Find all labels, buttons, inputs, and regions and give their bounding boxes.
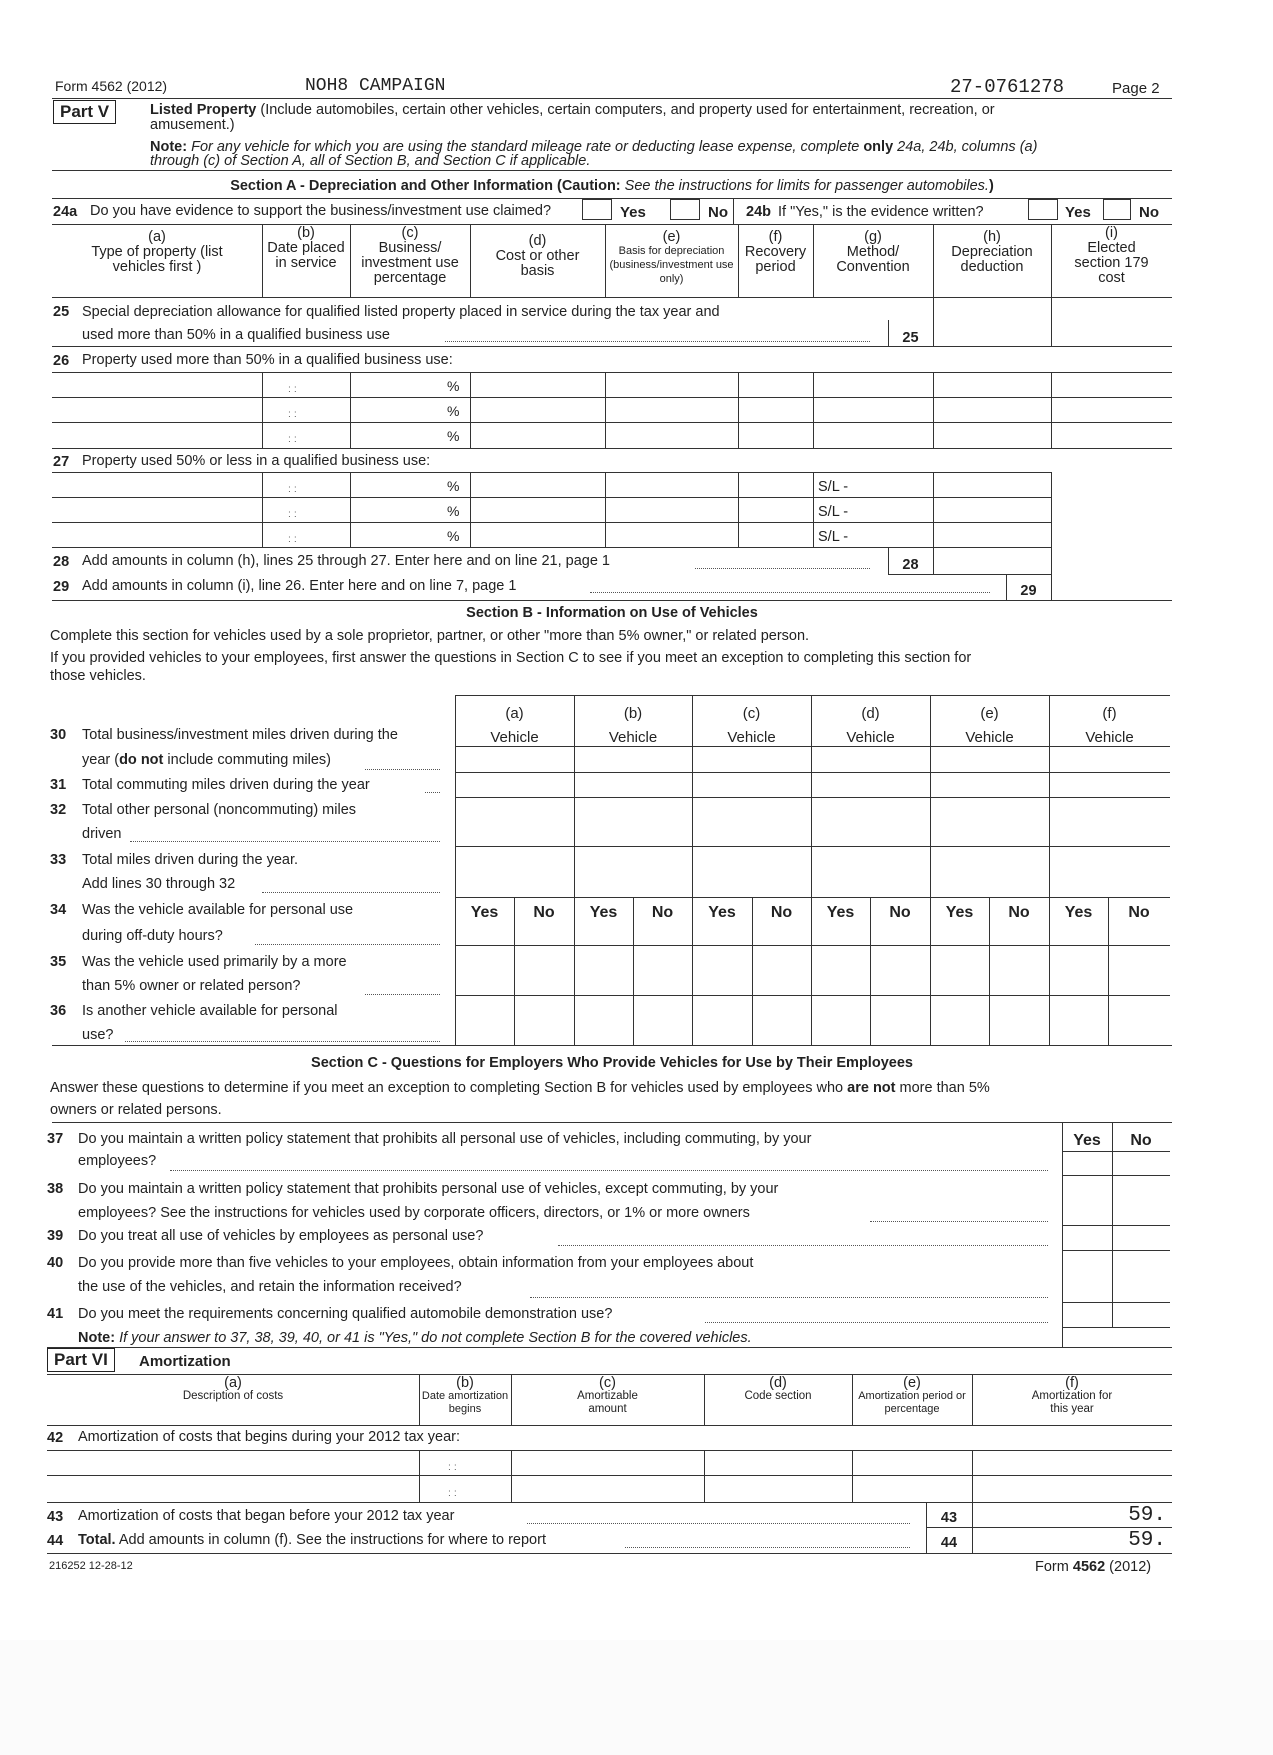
col-h-head: (h) Depreciation deduction [951,229,1033,275]
line-41-num: 41 [47,1306,64,1322]
leader [530,1297,1048,1298]
leader [255,944,440,945]
footer-code: 216252 12-28-12 [49,1560,133,1572]
sl-label: S/L - [818,479,849,495]
line-34-text2: during off-duty hours? [82,928,223,944]
rule [419,1450,420,1502]
rule [972,1374,973,1425]
line-24a-no-checkbox[interactable] [670,199,700,220]
date-separator: : : [288,508,297,520]
line-43-num: 43 [47,1509,64,1525]
rule [933,224,934,297]
line-29-text: Add amounts in column (i), line 26. Enter here and on line 7, page 1 [82,578,517,594]
rule [455,846,1170,847]
rule [605,224,606,297]
col-g-head: (g) Method/ Convention [836,229,910,275]
leader [558,1245,1048,1246]
line-30-text2a: year ( [82,752,120,768]
leader [445,341,870,342]
line-37-text2: employees? [78,1153,157,1169]
line-24b-yes-checkbox[interactable] [1028,199,1058,220]
rule [733,199,734,224]
line-24b-yes-label: Yes [1065,204,1091,221]
line-33-text2: Add lines 30 through 32 [82,876,236,892]
rule [47,1425,1172,1426]
line-30-num: 30 [50,727,67,743]
line-28-text: Add amounts in column (h), lines 25 through 27. Enter here and on line 21, page 1 [82,553,610,569]
footer-form-c: (2012) [1109,1559,1152,1575]
part-vi-title: Amortization [139,1353,231,1370]
rule [350,224,351,297]
percent-sign: % [447,478,460,494]
rule [52,497,1052,498]
line-44-text: Add amounts in column (f). See the instructions for where to report [118,1532,546,1548]
rule [888,574,1052,575]
percent-sign: % [447,528,460,544]
rule [52,422,1172,423]
percent-sign: % [447,403,460,419]
rule [419,1374,420,1425]
p6-col-c-head: (c) Amortizable amount [577,1375,638,1415]
rule [704,1374,705,1425]
rule [52,472,1052,473]
line-24b-text: If "Yes," is the evidence written? [778,204,984,220]
rule [262,472,263,547]
vehicle-f-head: (f) Vehicle [1085,705,1134,746]
rule [738,372,739,448]
leader [130,841,440,842]
vehicle-b-yes: Yes [589,904,618,921]
rule [455,746,1170,747]
rule [455,797,1170,798]
line-34-text: Was the vehicle available for personal use [82,902,354,918]
line-33-num: 33 [50,852,67,868]
line-25-text: Special depreciation allowance for qualified listed property placed in service during the tax year and [82,304,720,320]
vehicle-b-head: (b) Vehicle [608,705,658,746]
line-24a-yes-label: Yes [620,204,646,221]
rule [605,472,606,547]
rule [1051,224,1052,297]
section-c-no-head: No [1130,1132,1152,1149]
part-v-title: Listed Property [150,102,257,118]
rule [47,1347,1172,1348]
line-43-box: 43 [940,1510,958,1526]
line-27-text: Property used 50% or less in a qualified business use: [82,453,431,469]
line-42-num: 42 [47,1430,64,1446]
line-24b-no-label: No [1139,204,1159,221]
rule [52,1045,1172,1046]
line-25-box: 25 [902,330,919,346]
col-b-head: (b) Date placed in service [267,225,345,271]
line-36-text2: use? [82,1027,114,1043]
rule [1062,1327,1170,1328]
rule [52,224,1172,225]
line-44-bold: Total. [78,1532,116,1548]
leader [870,1221,1048,1222]
line-43-amount: 59. [1128,1504,1166,1527]
rule [262,372,263,448]
rule [47,1475,1172,1476]
rule [1062,1151,1170,1152]
rule [605,372,606,448]
rule [47,1553,1172,1554]
p6-col-d-head: (d) Code section [744,1375,812,1402]
part-v-note-line2: through (c) of Section A, all of Section B, and Section C if applicable. [150,153,591,169]
section-c-note-label: Note: [78,1330,116,1346]
rule [52,170,1172,171]
part-v-title-line2: amusement.) [150,117,235,133]
rule [470,472,471,547]
vehicle-a-yes: Yes [470,904,499,921]
line-44-num: 44 [47,1533,64,1549]
line-24a-num: 24a [53,204,78,220]
line-40-text: Do you provide more than five vehicles to your employees, obtain information from your employees about [78,1255,754,1271]
percent-sign: % [447,378,460,394]
line-33-text: Total miles driven during the year. [82,852,298,868]
vehicle-c-yes: Yes [708,904,736,921]
line-28-num: 28 [53,554,70,570]
line-36-num: 36 [50,1003,67,1019]
rule [455,995,1170,996]
org-name: NOH8 CAMPAIGN [305,76,446,96]
vehicle-d-yes: Yes [826,904,855,921]
leader [590,592,990,593]
vehicle-c-no: No [770,904,793,921]
percent-sign: % [447,503,460,519]
rule [933,472,934,547]
section-a-title: Section A - Depreciation and Other Information (Caution: [230,178,621,194]
leader [262,892,440,893]
rule [813,372,814,448]
section-b-intro2: If you provided vehicles to your employees, first answer the questions in Section C to see if you meet an exception to completing this section for [50,650,972,666]
rule [933,372,934,448]
rule [52,600,1172,601]
rule [455,695,1170,696]
rule [52,397,1172,398]
rule [852,1374,853,1425]
rule [738,224,739,297]
sl-label: S/L - [818,504,849,520]
line-43-text: Amortization of costs that began before your 2012 tax year [78,1508,455,1524]
rule [262,224,263,297]
footer-form-b: 4562 [1072,1559,1106,1575]
line-31-text: Total commuting miles driven during the year [82,777,370,793]
rule [813,472,814,547]
leader [425,792,440,793]
line-44-amount: 59. [1128,1529,1166,1552]
section-c-title: Section C - Questions for Employers Who Provide Vehicles for Use by Their Employees [311,1055,913,1071]
rule [1062,1302,1170,1303]
rule [455,897,1170,898]
vehicle-d-no: No [889,904,911,921]
section-c-intro1c: more than 5% [899,1080,990,1096]
col-d-head: (d) Cost or other basis [495,233,580,279]
line-29-num: 29 [53,579,70,595]
part-vi-label: Part VI [47,1348,115,1372]
rule [52,372,1172,373]
section-a-caution: See the instructions for limits for passenger automobiles. [624,178,989,194]
rule [972,1450,973,1502]
line-37-num: 37 [47,1131,64,1147]
rule [1062,1122,1063,1347]
section-c-note: If your answer to 37, 38, 39, 40, or 41 is "Yes," do not complete Section B for the covered vehicles. [119,1330,752,1346]
section-a-close: ) [988,178,994,194]
line-39-text: Do you treat all use of vehicles by employees as personal use? [78,1228,484,1244]
rule [704,1450,705,1502]
date-separator: : : [288,408,297,420]
section-b-intro3: those vehicles. [50,668,146,684]
line-35-text2: than 5% owner or related person? [82,978,301,994]
line-40-text2: the use of the vehicles, and retain the information received? [78,1279,462,1295]
vehicle-f-yes: Yes [1064,904,1093,921]
section-b-title: Section B - Information on Use of Vehicles [466,605,758,621]
section-c-intro1b: are not [847,1080,896,1096]
rule [52,1122,1172,1123]
leader [625,1547,910,1548]
leader [695,568,870,569]
header-rule [52,98,1172,99]
rule [852,1450,853,1502]
rule [1051,472,1052,600]
part-v-label: Part V [53,100,116,124]
rule [511,1450,512,1502]
rule [47,1502,1172,1503]
rule [350,472,351,547]
rule [47,1450,1172,1451]
date-separator: : : [288,383,297,395]
line-30-bold: do not [119,752,164,768]
line-24a-text: Do you have evidence to support the business/investment use claimed? [90,203,552,219]
date-separator: : : [448,1487,457,1499]
line-24a-yes-checkbox[interactable] [582,199,612,220]
line-26-num: 26 [53,353,70,369]
section-c-yes-head: Yes [1073,1132,1101,1149]
vehicle-e-yes: Yes [945,904,974,921]
rule [52,346,1172,347]
rule [52,448,1172,449]
line-39-num: 39 [47,1228,64,1244]
line-36-text: Is another vehicle available for personal [82,1003,338,1019]
leader [365,994,440,995]
line-41-text: Do you meet the requirements concerning qualified automobile demonstration use? [78,1306,613,1322]
p6-col-b-head: (b) Date amortization begins [421,1375,509,1415]
line-30-text: Total business/investment miles driven during the [82,727,398,743]
vehicle-e-no: No [1008,904,1030,921]
vehicle-d-head: (d) Vehicle [846,705,895,746]
vehicle-a-no: No [533,904,555,921]
p6-col-f-head: (f) Amortization for this year [1031,1375,1113,1415]
vehicle-a-head: (a) Vehicle [490,705,539,746]
line-38-text2: employees? See the instructions for vehicles used by corporate officers, directors, or 1% or more owners [78,1205,750,1221]
section-c-intro1a: Answer these questions to determine if you meet an exception to completing Section B for vehicles used by employees who [50,1080,844,1096]
rule [738,472,739,547]
line-32-text2: driven [82,826,122,842]
line-44-box: 44 [940,1535,958,1551]
rule [511,1374,512,1425]
line-24b-num: 24b [746,204,771,220]
vehicle-c-head: (c) Vehicle [727,705,776,746]
leader [527,1523,910,1524]
rule [1051,372,1052,448]
rule [52,547,1052,548]
rule [1051,297,1052,346]
rule [813,224,814,297]
col-c-head: (c) Business/ investment use percentage [361,225,459,286]
line-25-text2: used more than 50% in a qualified business use [82,327,390,343]
footer-form-a: Form [1035,1559,1069,1575]
rule [52,198,1172,199]
line-24a-no-label: No [708,204,728,221]
p6-col-e-head: (e) Amortization period or percentage [858,1375,966,1415]
line-35-num: 35 [50,954,67,970]
col-i-head: (i) Elected section 179 cost [1074,225,1149,286]
rule [470,372,471,448]
section-c-intro2: owners or related persons. [50,1102,222,1118]
leader [125,1041,440,1042]
rule [455,945,1170,946]
line-34-num: 34 [50,902,67,918]
col-e-head: (e) Basis for depreciation (business/investment use only) [609,229,734,285]
date-separator: : : [288,433,297,445]
line-28-box: 28 [902,557,919,573]
line-40-num: 40 [47,1255,64,1271]
part-v-note-label: Note: [150,139,188,155]
rule [52,297,1172,298]
part-v-note-only: only [863,139,894,155]
date-separator: : : [288,483,297,495]
leader [170,1170,1048,1171]
page-number: Page 2 [1112,80,1160,97]
line-29-box: 29 [1020,583,1037,599]
col-a-head: (a) Type of property (list vehicles first ) [91,229,223,275]
rule [933,547,934,574]
rule [926,1527,1172,1528]
rule [1062,1250,1170,1251]
rule [470,224,471,297]
col-f-head: (f) Recovery period [744,229,807,275]
section-b-intro1: Complete this section for vehicles used by a sole proprietor, partner, or other "more than 5% owner," or related person. [50,628,810,644]
leader [705,1322,1048,1323]
sl-label: S/L - [818,529,849,545]
line-26-text: Property used more than 50% in a qualified business use: [82,352,453,368]
rule [1062,1175,1170,1176]
percent-sign: % [447,428,460,444]
line-32-text: Total other personal (noncommuting) miles [82,802,357,818]
part-v-title-rest: (Include automobiles, certain other vehicles, certain computers, and property used for entertainment, recreation, or [260,102,995,118]
line-42-text: Amortization of costs that begins during your 2012 tax year: [78,1429,461,1445]
rule [455,772,1170,773]
line-32-num: 32 [50,802,67,818]
line-31-num: 31 [50,777,67,793]
line-25-amount[interactable] [933,300,1051,345]
p6-col-a-head: (a) Description of costs [182,1375,284,1402]
part-v-note: For any vehicle for which you are using the standard mileage rate or deducting lease expense, complete [191,139,860,155]
rule [350,372,351,448]
date-separator: : : [448,1461,457,1473]
part-v-note-tail: 24a, 24b, columns (a) [897,139,1038,155]
line-24b-no-checkbox[interactable] [1103,199,1131,220]
rule [52,522,1052,523]
line-37-text: Do you maintain a written policy statement that prohibits all personal use of vehicles, including commuting, by your [78,1131,812,1147]
line-30-text2b: include commuting miles) [167,752,331,768]
ein: 27-0761278 [950,76,1065,98]
leader [365,769,440,770]
line-25-num: 25 [53,304,70,320]
line-35-text: Was the vehicle used primarily by a more [82,954,347,970]
line-27-num: 27 [53,454,70,470]
form-year: Form 4562 (2012) [55,78,168,94]
vehicle-f-no: No [1128,904,1150,921]
line-38-num: 38 [47,1181,64,1197]
date-separator: : : [288,533,297,545]
vehicle-e-head: (e) Vehicle [965,705,1014,746]
line-38-text: Do you maintain a written policy statement that prohibits personal use of vehicles, except commuting, by your [78,1181,779,1197]
vehicle-b-no: No [651,904,674,921]
rule [1062,1225,1170,1226]
